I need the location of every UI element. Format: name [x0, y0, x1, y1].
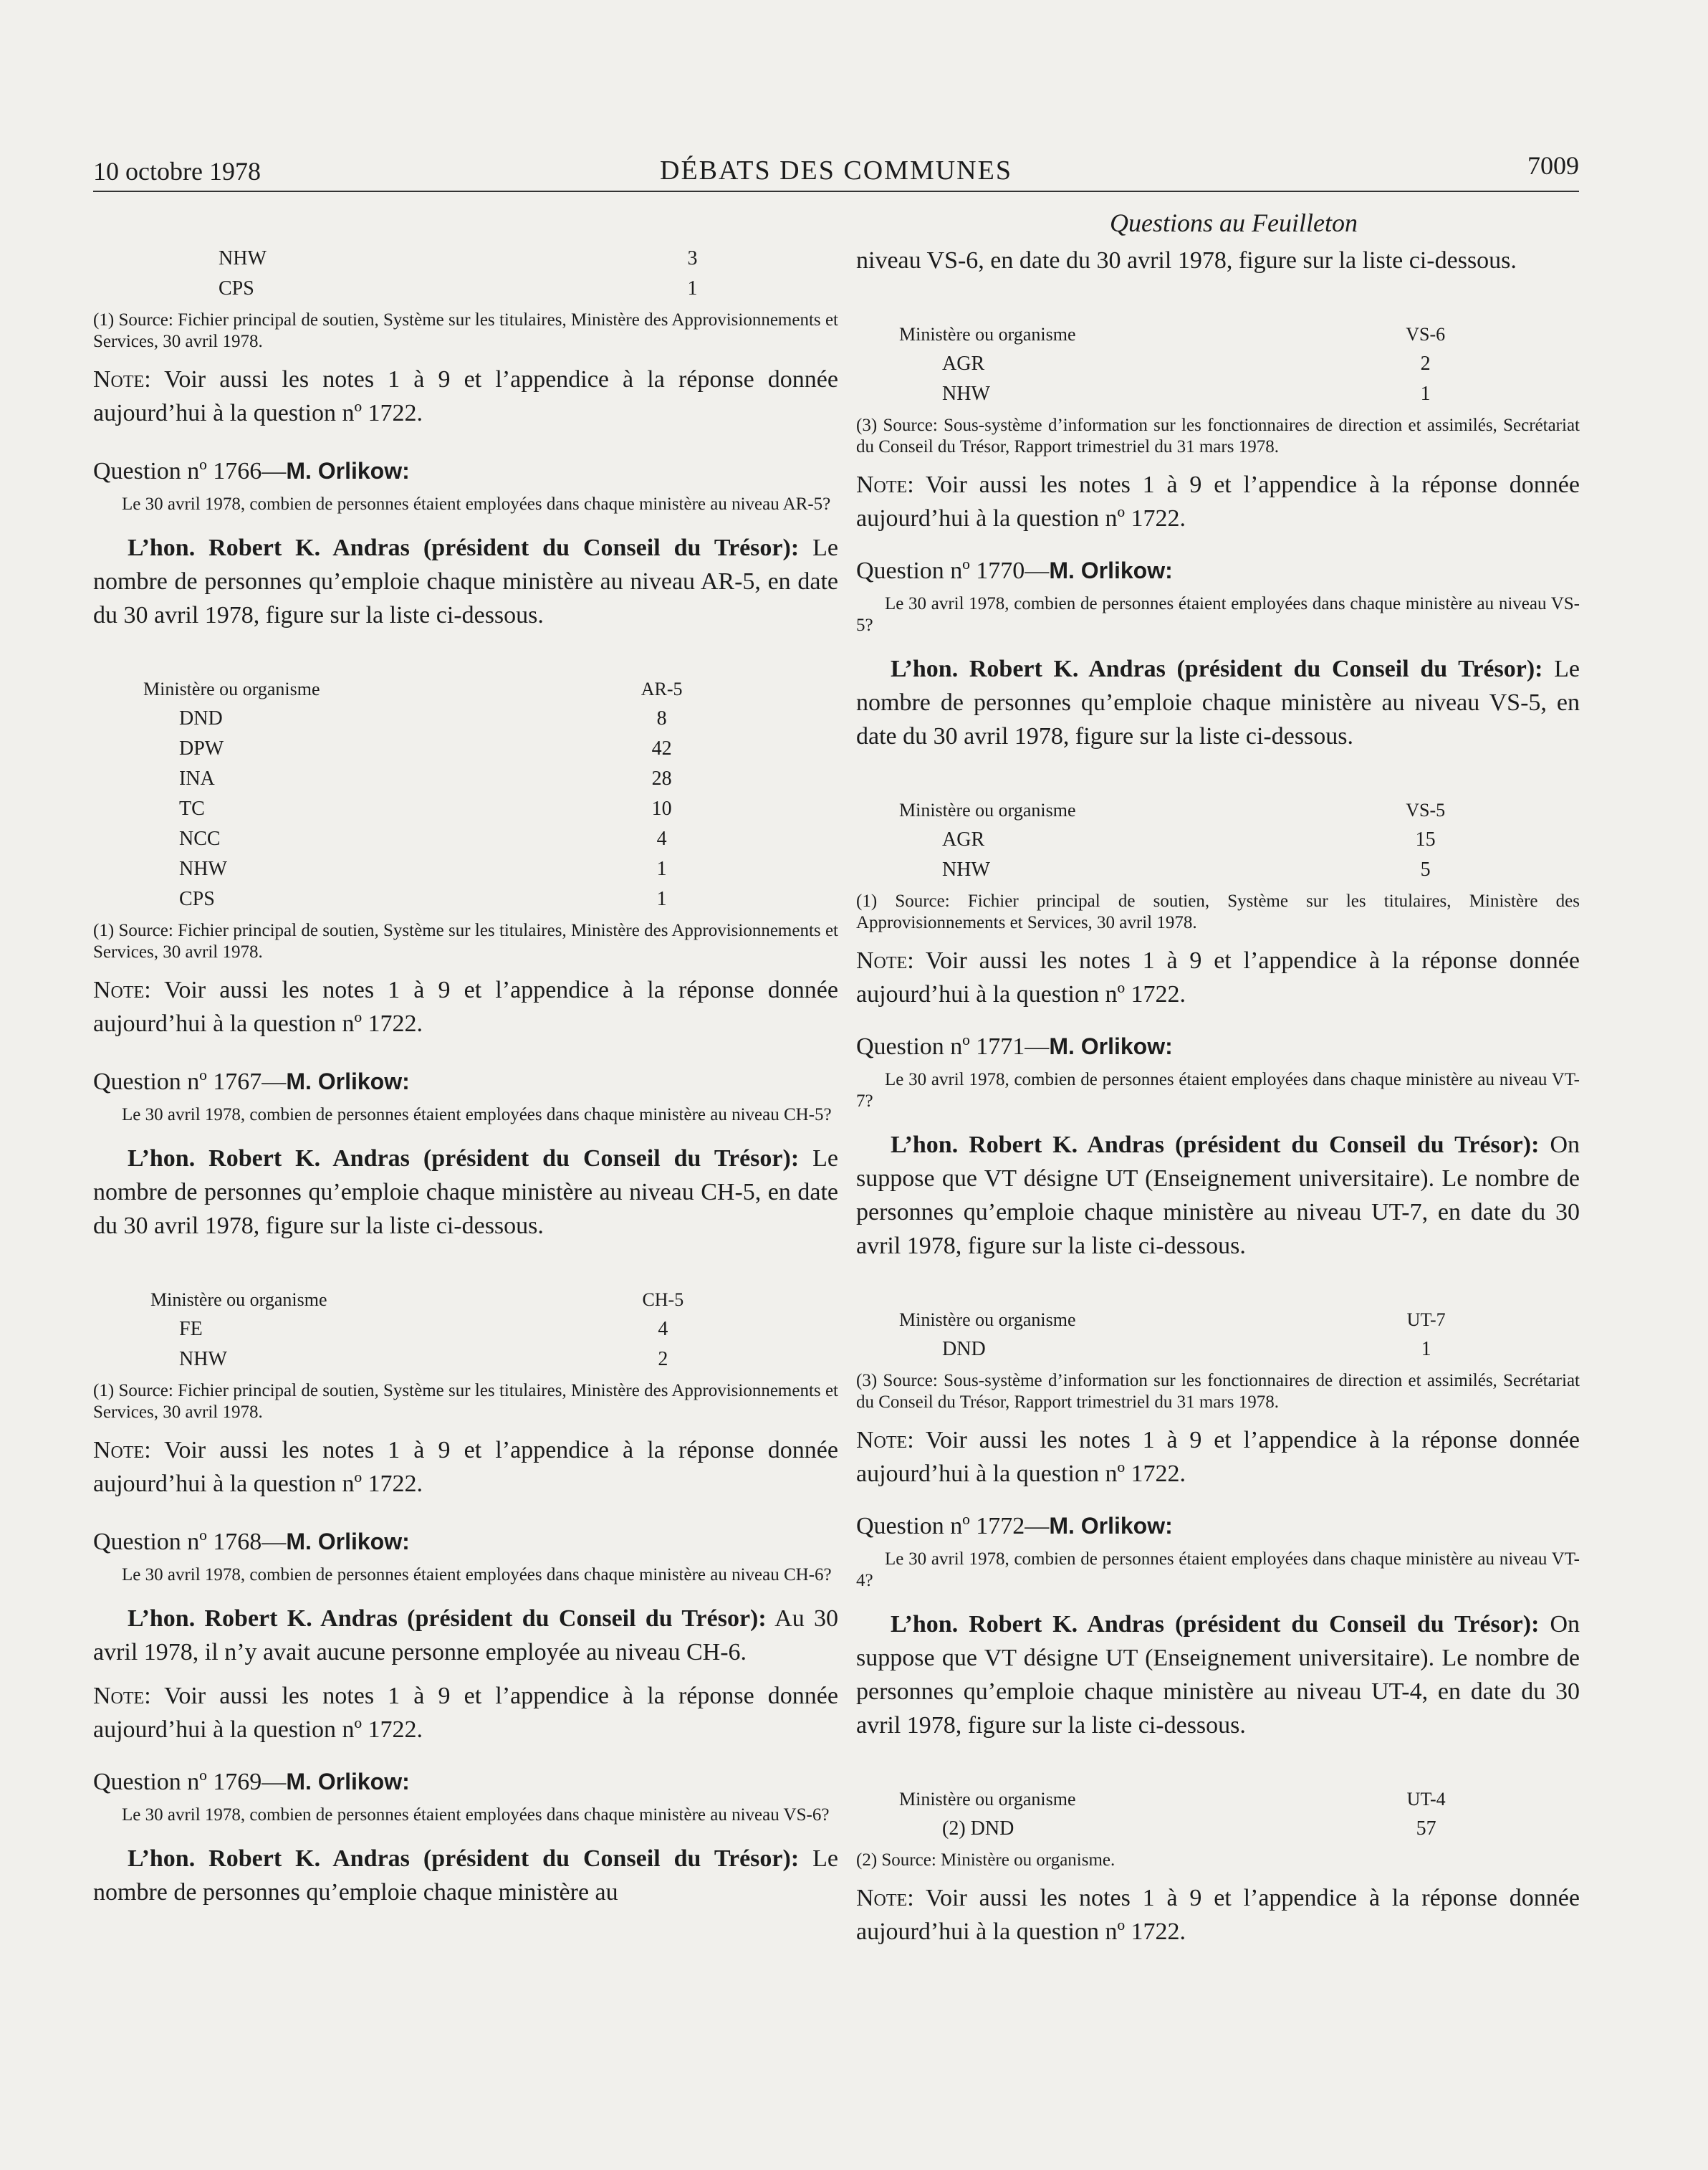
table-row: DPW 42: [179, 737, 672, 760]
table-row: INA 28: [179, 768, 672, 790]
table-header: Ministère ou organisme AR-5: [143, 679, 683, 699]
data-table-ut4: [856, 1785, 1472, 1844]
answer: L’hon. Robert K. Andras (président du Conseil du Trésor): Le nombre de personnes qu’emploie chaque ministère au niveau CH-5, en date du 30 avril 1978, figure sur la liste ci-dessous.: [93, 1145, 839, 1239]
table-top-continued: [93, 244, 709, 304]
source-note: (1) Source: Fichier principal de soutien, Système sur les titulaires, Ministère des Approvisionnements et Services, 30 avril 1978.: [93, 1381, 838, 1422]
data-table-ar5: [93, 675, 709, 914]
publication-title: DÉBATS DES COMMUNES: [660, 156, 1012, 186]
source-note: (1) Source: Fichier principal de soutien, Système sur les titulaires, Ministère des Approvisionnements et Services, 30 avril 1978.: [93, 921, 838, 962]
question-text: Le 30 avril 1978, combien de personnes étaient employées dans chaque ministère au niveau AR-5?: [122, 494, 831, 514]
question-heading: Question nº 1767—M. Orlikow:: [93, 1069, 410, 1095]
speaker-name: L’hon. Robert K. Andras (président du Conseil du Trésor):: [128, 1605, 767, 1632]
table-row: DND 1: [942, 1338, 1431, 1360]
table-header: Ministère ou organisme UT-4: [899, 1789, 1446, 1810]
table-row: DND 8: [179, 707, 667, 730]
speaker-name: L’hon. Robert K. Andras (président du Conseil du Trésor):: [128, 1145, 800, 1172]
note: Note: Voir aussi les notes 1 à 9 et l’appendice à la réponse donnée aujourd’hui à la question nº 1722.: [93, 977, 838, 1037]
data-table-ut7: [856, 1306, 1472, 1364]
answer-continued: niveau VS-6, en date du 30 avril 1978, figure sur la liste ci-dessous.: [856, 247, 1517, 274]
table-row: CPS 1: [179, 888, 667, 910]
answer: L’hon. Robert K. Andras (président du Conseil du Trésor): Le nombre de personnes qu’emploie chaque ministère au: [93, 1845, 839, 1906]
table-row: NCC 4: [179, 828, 667, 850]
note: Note: Voir aussi les notes 1 à 9 et l’appendice à la réponse donnée aujourd’hui à la question nº 1722.: [856, 947, 1580, 1008]
question-text: Le 30 avril 1978, combien de personnes étaient employées dans chaque ministère au niveau VT-7?: [856, 1070, 1580, 1111]
data-table-ch5: [93, 1286, 709, 1375]
answer: L’hon. Robert K. Andras (président du Conseil du Trésor): Le nombre de personnes qu’emploie chaque ministère au niveau AR-5, en date du 30 avril 1978, figure sur la liste ci-dessous.: [93, 535, 839, 628]
note: Note: Voir aussi les notes 1 à 9 et l’appendice à la réponse donnée aujourd’hui à la question nº 1722.: [93, 1437, 838, 1497]
question-heading: Question nº 1769—M. Orlikow:: [93, 1769, 410, 1795]
question-text: Le 30 avril 1978, combien de personnes étaient employées dans chaque ministère au niveau CH-5?: [122, 1105, 832, 1124]
table-row: NHW 5: [942, 859, 1431, 881]
question-heading: Question nº 1771—M. Orlikow:: [856, 1033, 1173, 1060]
table-row: NHW 1: [942, 383, 1431, 405]
running-title: Questions au Feuilleton: [1110, 209, 1358, 237]
answer: L’hon. Robert K. Andras (président du Conseil du Trésor): On suppose que VT désigne UT (Enseignement universitaire). Le nombre de personnes qu’emploie chaque ministère au niveau UT-4, en date du 30 avril 1978, figure sur la liste ci-dessous.: [856, 1611, 1580, 1739]
speaker-name: L’hon. Robert K. Andras (président du Conseil du Trésor):: [891, 1611, 1540, 1638]
left-column: [93, 244, 838, 1909]
data-table-vs5: [856, 796, 1472, 885]
speaker-name: L’hon. Robert K. Andras (président du Conseil du Trésor):: [128, 1845, 800, 1872]
table-row: NHW 3: [219, 247, 698, 269]
table-row: (2) DND 57: [942, 1817, 1436, 1840]
source-note: (3) Source: Sous-système d’information sur les fonctionnaires de direction et assimilés, Secrétariat du Conseil du Trésor, Rapport trimestriel du 31 mars 1978.: [856, 416, 1580, 457]
question-text: Le 30 avril 1978, combien de personnes étaient employées dans chaque ministère au niveau VT-4?: [856, 1549, 1580, 1590]
question-text: Le 30 avril 1978, combien de personnes étaient employées dans chaque ministère au niveau VS-5?: [856, 594, 1580, 635]
note: Note: Voir aussi les notes 1 à 9 et l’appendice à la réponse donnée aujourd’hui à la question nº 1722.: [856, 1427, 1580, 1487]
table-row: AGR 15: [942, 828, 1436, 851]
source-note: (1) Source: Fichier principal de soutien, Système sur les titulaires, Ministère des Approvisionnements et Services, 30 avril 1978.: [93, 310, 838, 351]
speaker-name: L’hon. Robert K. Andras (président du Conseil du Trésor):: [891, 656, 1543, 682]
table-header: Ministère ou organisme VS-6: [899, 324, 1446, 345]
source-note: (1) Source: Fichier principal de soutien, Système sur les titulaires, Ministère des Approvisionnements et Services, 30 avril 1978.: [856, 892, 1580, 932]
table-row: AGR 2: [942, 353, 1431, 375]
question-heading: Question nº 1766—M. Orlikow:: [93, 458, 410, 484]
note: Note: Voir aussi les notes 1 à 9 et l’appendice à la réponse donnée aujourd’hui à la question nº 1722.: [93, 1683, 838, 1743]
table-row: CPS 1: [219, 277, 698, 300]
table-row: FE 4: [179, 1318, 668, 1340]
question-text: Le 30 avril 1978, combien de personnes étaient employées dans chaque ministère au niveau VS-6?: [122, 1805, 830, 1825]
speaker-name: L’hon. Robert K. Andras (président du Conseil du Trésor):: [891, 1132, 1540, 1158]
note: Note: Voir aussi les notes 1 à 9 et l’appendice à la réponse donnée aujourd’hui à la question nº 1722.: [93, 366, 838, 426]
answer: L’hon. Robert K. Andras (président du Conseil du Trésor): Au 30 avril 1978, il n’y avait aucune personne employée au niveau CH-6.: [93, 1605, 838, 1665]
page-header: [93, 150, 1579, 192]
question-heading: Question nº 1772—M. Orlikow:: [856, 1513, 1173, 1539]
table-header: Ministère ou organisme CH-5: [150, 1289, 684, 1310]
right-column: [856, 244, 1580, 1949]
note: Note: Voir aussi les notes 1 à 9 et l’appendice à la réponse donnée aujourd’hui à la question nº 1722.: [856, 472, 1580, 532]
table-header: Ministère ou organisme UT-7: [899, 1309, 1446, 1330]
note: Note: Voir aussi les notes 1 à 9 et l’appendice à la réponse donnée aujourd’hui à la question nº 1722.: [856, 1885, 1580, 1945]
data-table-vs6: [856, 320, 1472, 409]
source-note: (2) Source: Ministère ou organisme.: [856, 1850, 1116, 1870]
table-row: TC 10: [179, 798, 672, 820]
question-heading: Question nº 1770—M. Orlikow:: [856, 558, 1173, 584]
question-text: Le 30 avril 1978, combien de personnes étaient employées dans chaque ministère au niveau CH-6?: [122, 1565, 832, 1585]
table-row: NHW 2: [179, 1348, 668, 1370]
page-date: 10 octobre 1978: [93, 157, 261, 186]
answer: L’hon. Robert K. Andras (président du Conseil du Trésor): Le nombre de personnes qu’emploie chaque ministère au niveau VS-5, en date du 30 avril 1978, figure sur la liste ci-dessous.: [856, 656, 1580, 750]
speaker-name: L’hon. Robert K. Andras (président du Conseil du Trésor):: [128, 535, 800, 561]
source-note: (3) Source: Sous-système d’information sur les fonctionnaires de direction et assimilés, Secrétariat du Conseil du Trésor, Rapport trimestriel du 31 mars 1978.: [856, 1371, 1580, 1412]
question-heading: Question nº 1768—M. Orlikow:: [93, 1529, 410, 1555]
page-number: 7009: [1527, 151, 1579, 180]
table-header: Ministère ou organisme VS-5: [899, 800, 1446, 821]
table-row: NHW 1: [179, 858, 667, 880]
answer: L’hon. Robert K. Andras (président du Conseil du Trésor): On suppose que VT désigne UT (Enseignement universitaire). Le nombre de personnes qu’emploie chaque ministère au niveau UT-7, en date du 30 avril 1978, figure sur la liste ci-dessous.: [856, 1132, 1580, 1259]
